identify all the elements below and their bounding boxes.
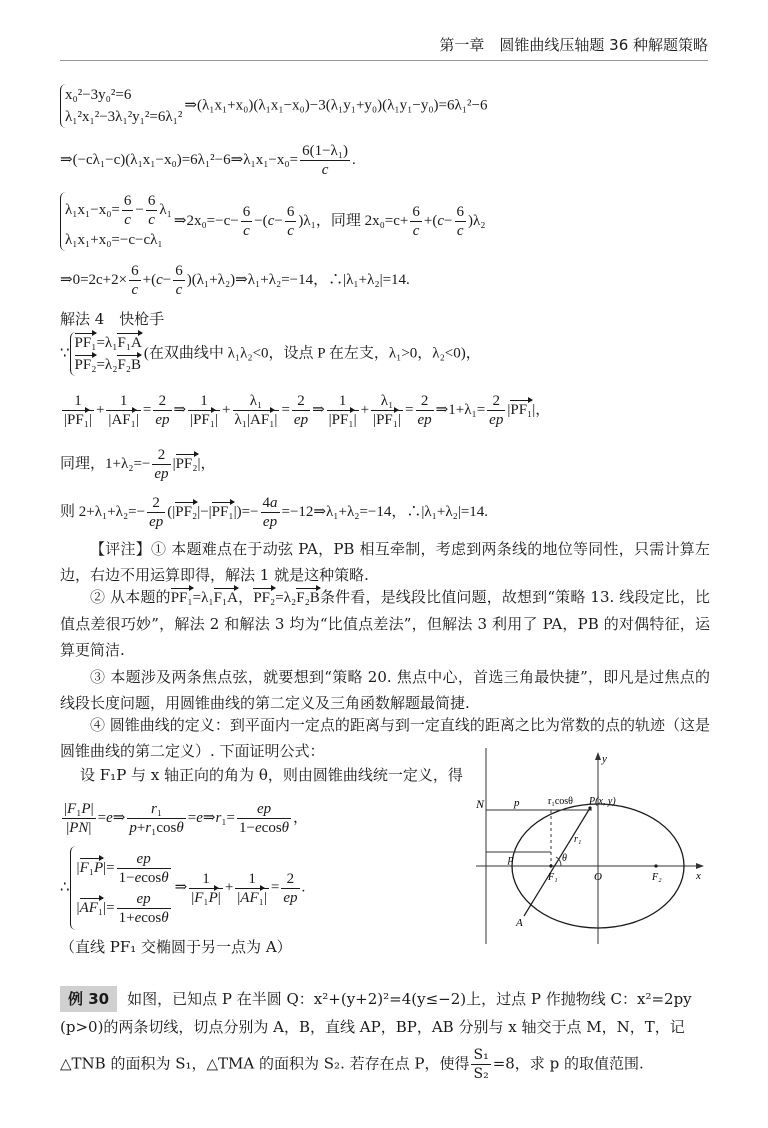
label-y: y: [602, 753, 607, 765]
comment-5: 设 F₁P 与 x 轴正向的角为 θ，则由圆锥曲线统一定义，得: [80, 766, 463, 784]
label-P: P(x, y): [589, 796, 616, 807]
label-O: O: [594, 871, 602, 883]
example-30-line-2: (p>0)的两条切线，切点分别为 A，B，直线 AP，BP，AB 分别与 x 轴交于点 M，N，T，记: [60, 1018, 685, 1036]
derivation-line-1: x₀²−3y₀²=6 λ₁²x₁²−3λ₁²y₁²=6λ₁² ⇒(λ₁x₁+x₀)(λ₁x₁−x₀)−3(λ₁y₁+y₀)(λ₁y₁−y₀)=6λ₁²−6: [60, 84, 487, 128]
method4-condition: ∵ PF₁=λ₁F₁A PF₂=λ₂F₂B (在双曲线中 λ₁λ₂<0，设点 P 在左支，λ₁>0，λ₂<0)，: [60, 332, 481, 376]
label-F1: F₁: [548, 872, 558, 883]
formula-2: ∴ |F₁P|= $\frac{ep}{1-ecos\theta}$ |AF₁|= $\frac{ep}{1+ecos\theta}$ ⇒ $\frac{1}{\text{|F₁P|}}$ + $\frac{1}{\text{|AF₁|}}$ = $\frac{2}{ep}$ .: [60, 846, 305, 930]
system-1: x₀²−3y₀²=6 λ₁²x₁²−3λ₁²y₁²=6λ₁²: [60, 84, 182, 128]
comment-1: 【评注】① 本题难点在于动弦 PA，PB 相互牵制，考虑到两条线的地位等同性，只需计算左边，右边不用运算即得，解法 1 就是这种策略.: [60, 540, 710, 584]
comment-6: （直线 PF₁ 交椭圆于另一点为 A）: [60, 938, 292, 956]
derivation-line-3: λ₁x₁−x₀= $\frac{6}{c}$ − $\frac{6}{c}$ λ₁ λ₁x₁+x₀=−c−cλ₁ ⇒2x₀=−c− $\frac{6}{c}$ −(c− $\frac{6}{c}$ )λ₁，同理 2x₀=c+ $\frac{6}{c}$ +(c− $\frac{6}{c}$ )λ₂: [60, 192, 486, 251]
derivation-line-2: ⇒(−cλ₁−c)(λ₁x₁−x₀)=6λ₁²−6⇒λ₁x₁−x₀= $\frac{\text{6(1−λ₁)}}{c}$ .: [60, 143, 356, 178]
example-30: 例 30 如图，已知点 P 在半圆 Q：x²+(y+2)²=4(y≤−2)上，过点 P 作抛物线 C：x²=2py: [60, 986, 710, 1012]
label-N: N: [476, 797, 485, 811]
example-30-line-3: △TNB 的面积为 S₁，△TMA 的面积为 S₂. 若存在点 P，使得 $\frac{\text{S₁}}{\text{S₂}}$ =8，求 p 的取值范围.: [60, 1047, 644, 1082]
ellipse-figure: [474, 748, 714, 948]
derivation-line-4: ⇒0=2c+2× $\frac{6}{c}$ +(c− $\frac{6}{c}$ )(λ₁+λ₂)⇒λ₁+λ₂=−14，∴|λ₁+λ₂|=14.: [60, 263, 410, 298]
label-F2: F₂: [652, 872, 662, 883]
formula-1: $\frac{\text{|F₁P|}}{|PN|}$ =e⇒ $\frac{\text{r₁}}{\text{p+r₁cosθ}}$ =e⇒r₁= $\frac{ep}{1-ecos\theta}$ ，: [64, 801, 309, 836]
example-label: 例 30: [60, 986, 117, 1012]
method4-line-4: 则 2+λ₁+λ₂=− $\frac{2}{ep}$ (|PF₂|−|PF₁|)=− $\frac{4a}{ep}$ =−12⇒λ₁+λ₂=−14，∴|λ₁+λ₂|=14.: [60, 495, 489, 530]
label-rcos: r₁cosθ: [548, 796, 573, 807]
fraction: $\frac{\text{6(1−λ₁)}}{c}$: [302, 143, 349, 178]
label-p-mid: p: [508, 853, 514, 865]
page-header: [60, 30, 708, 61]
label-theta: θ: [562, 853, 567, 864]
label-x: x: [696, 870, 701, 882]
method4-line-2: $\frac{1}{\text{|PF₁|}}$ + $\frac{1}{\text{|AF₁|}}$ = $\frac{2}{ep}$ ⇒ $\frac{1}{\text{|PF₁|}}$ + $\frac{\text{λ₁}}{\text{λ₁|AF₁|}}$ = $\frac{2}{ep}$ ⇒ $\frac{1}{\text{|PF₁|}}$ + $\frac{\text{λ₁}}{\text{|PF₁|}}$ = $\frac{2}{ep}$ ⇒1+λ₁= $\frac{2}{ep}$ |PF₁|，: [64, 393, 551, 428]
method4-line-3: 同理，1+λ₂=− $\frac{2}{ep}$ |PF₂|，: [60, 447, 216, 482]
label-A: A: [516, 917, 523, 929]
comment-2: ② 从本题的PF₁=λ₁F₁A，PF₂=λ₂F₂B条件看，是线段比值问题，故想到“策略 13. 线段定比，比值点差很巧妙”，解法 2 和解法 3 均为“比值点差法”，但解法 3 利用了 PA，PB 的对偶特征，运算更简洁.: [60, 588, 710, 659]
system-2: λ₁x₁−x₀= $\frac{6}{c}$ − $\frac{6}{c}$ λ₁ λ₁x₁+x₀=−c−cλ₁: [60, 192, 172, 251]
comment-4: ④ 圆锥曲线的定义：到平面内一定点的距离与到一定直线的距离之比为常数的点的轨迹（这是圆锥曲线的第二定义）. 下面证明公式：: [60, 716, 710, 760]
comment-3: ③ 本题涉及两条焦点弦，就要想到“策略 20. 焦点中心，首选三角最快捷”，即凡是过焦点的线段长度问题，用圆锥曲线的第二定义及三角函数解题最简捷.: [60, 668, 710, 712]
label-p-top: p: [514, 797, 520, 809]
method4-title: 解法 4 快枪手: [60, 310, 165, 328]
label-r1: r₁: [574, 834, 582, 845]
header-title: 第一章 圆锥曲线压轴题 36 种解题策略: [439, 36, 708, 54]
